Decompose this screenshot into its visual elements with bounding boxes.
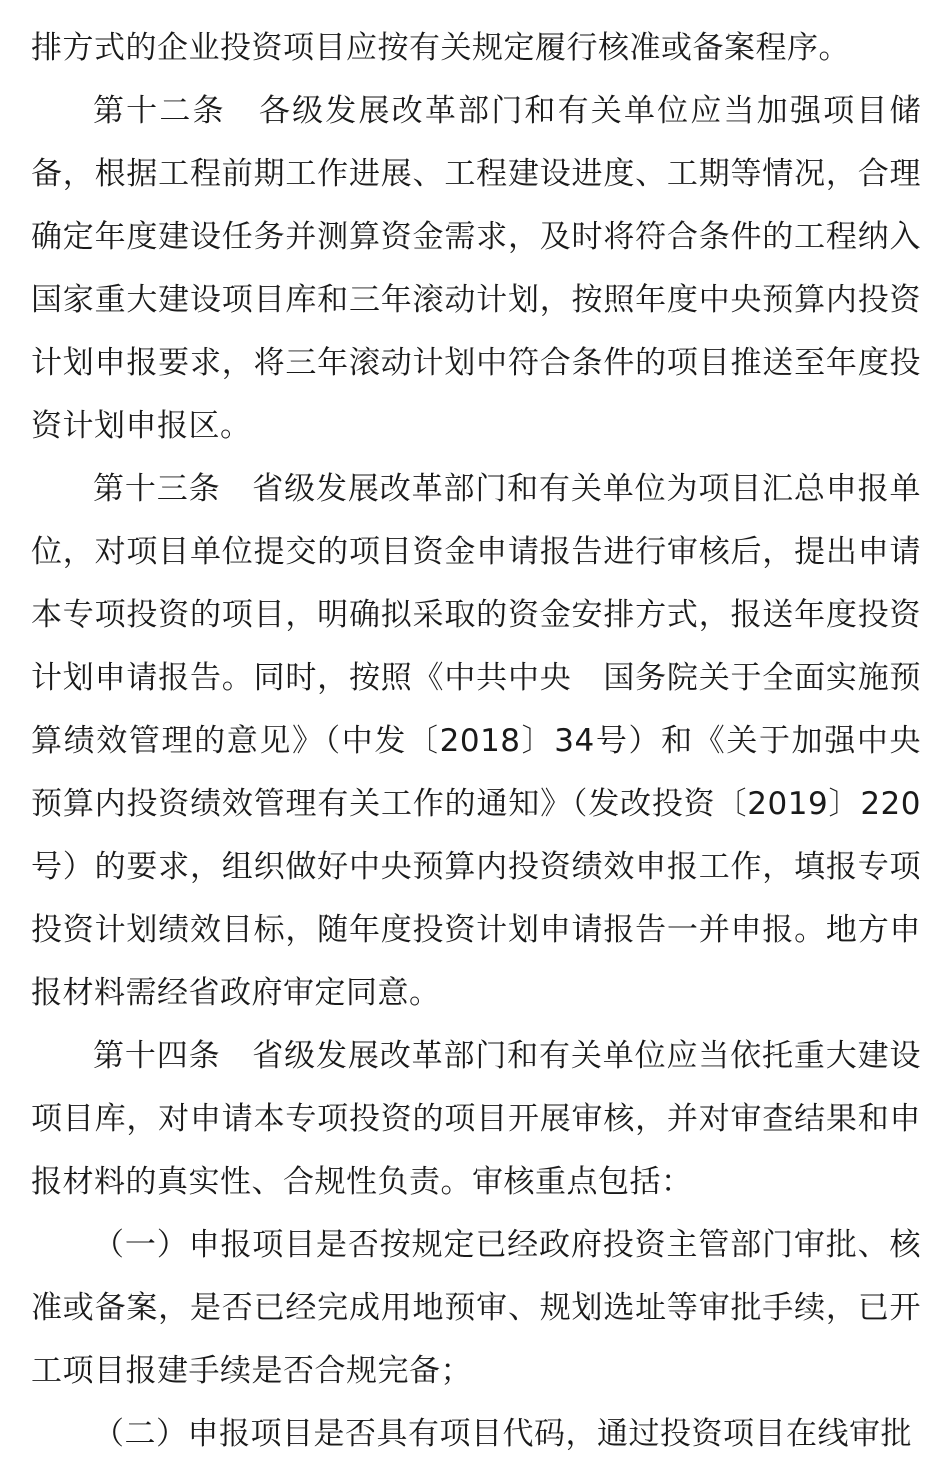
- paragraph-article-13: 第十三条 省级发展改革部门和有关单位为项目汇总申报单位，对项目单位提交的项目资金申请报告进行审核后，提出申请本专项投资的项目，明确拟采取的资金安排方式，报送年度投资计划申请报告。同时，按照《中共中央 国务院关于全面实施预算绩效管理的意见》（中发〔2018〕34号）和《关于加强中央预算内投资绩效管理有关工作的通知》（发改投资〔2019〕220号）的要求，组织做好中央预算内投资绩效申报工作，填报专项投资计划绩效目标，随年度投资计划申请报告一并申报。地方申报材料需经省政府审定同意。: [31, 471, 921, 1011]
- paragraph-continuation: 排方式的企业投资项目应按有关规定履行核准或备案程序。: [31, 30, 850, 66]
- document-body: [31, 17, 921, 1466]
- paragraph-review-item-1: （一）申报项目是否按规定已经政府投资主管部门审批、核准或备案，是否已经完成用地预审、规划选址等审批手续，已开工项目报建手续是否合规完备；: [31, 1227, 921, 1389]
- paragraph-article-14: 第十四条 省级发展改革部门和有关单位应当依托重大建设项目库，对申请本专项投资的项目开展审核，并对审查结果和申报材料的真实性、合规性负责。审核重点包括：: [31, 1038, 921, 1200]
- paragraph-review-item-2: （二）申报项目是否具有项目代码，通过投资项目在线审批: [93, 1416, 912, 1452]
- paragraph-article-12: 第十二条 各级发展改革部门和有关单位应当加强项目储备，根据工程前期工作进展、工程建设进度、工期等情况，合理确定年度建设任务并测算资金需求，及时将符合条件的工程纳入国家重大建设项目库和三年滚动计划，按照年度中央预算内投资计划申报要求，将三年滚动计划中符合条件的项目推送至年度投资计划申报区。: [31, 93, 921, 444]
